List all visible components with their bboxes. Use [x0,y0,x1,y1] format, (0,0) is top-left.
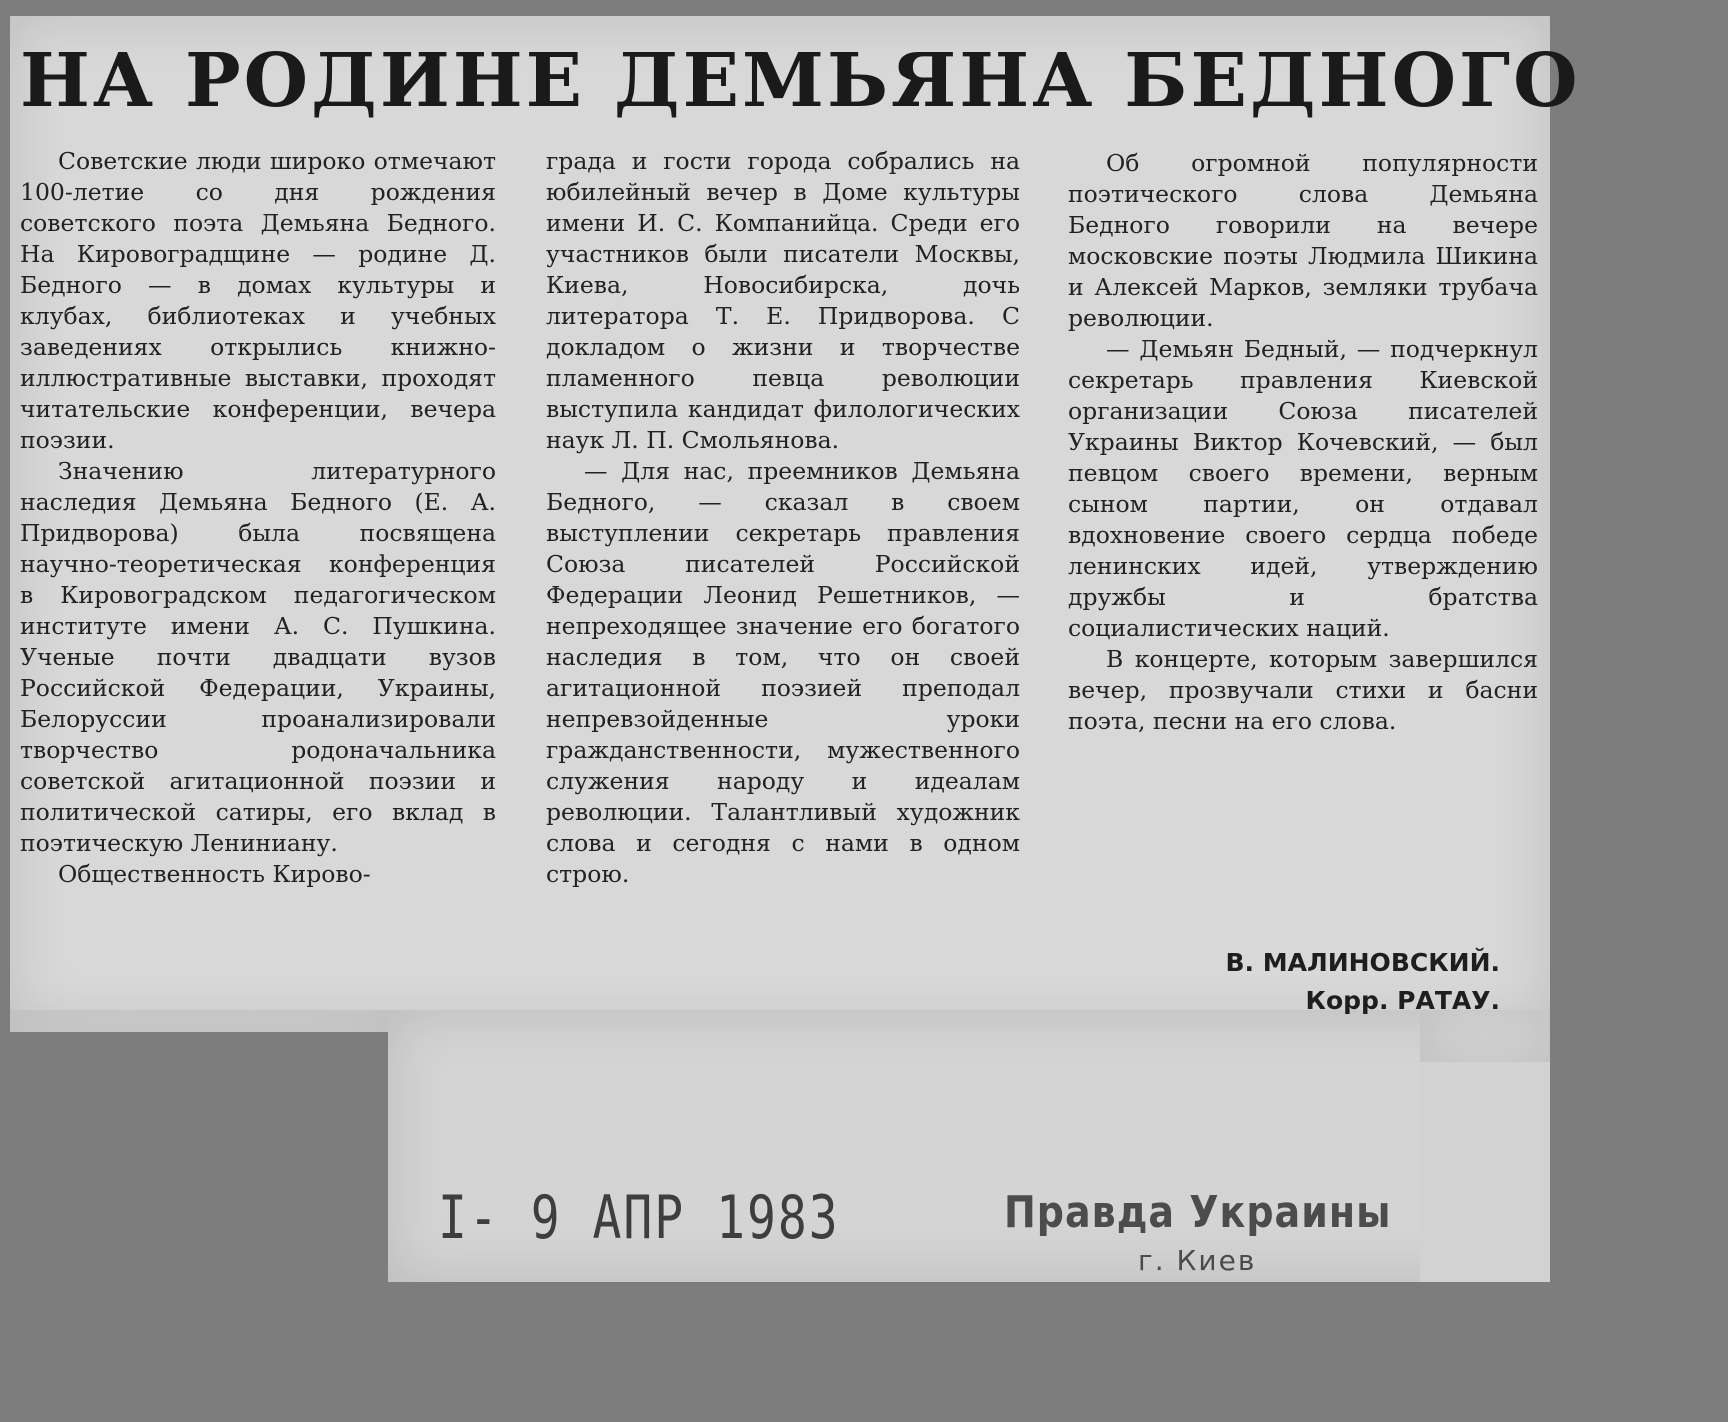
article-paragraph-start: Общественность Кирово- [58,860,371,888]
article-paragraph: Об огромной популярности поэтического слова Демьяна Бедного говорили на вечере московские поэты Людмила Шикина и Алексей Марков, земляки трубача революции. [1068,149,1538,332]
date-stamp: I- 9 АПР 1983 [438,1183,840,1253]
city-stamp: г. Киев [1138,1244,1257,1277]
article-paragraph: Советские люди широко отмечают 100-летие со дня рождения советского поэта Демьяна Бедного. На Кировоградщине — родине Д. Бедного — в домах культуры и клубах, библиотеках и учебных заведениях открылись книжно-иллюстративные выставки, проходят читательские конференции, вечера поэзии. [20,147,496,454]
article-paragraph: В концерте, которым завершился вечер, прозвучали стихи и басни поэта, песни на его слова. [1068,645,1538,735]
article-paragraph-continued: града и гости города собрались на юбилейный вечер в Доме культуры имени И. С. Компанийца. Среди его участников были писатели Москвы, Киева, Новосибирска, дочь литератора Т. Е. Придворова. С докладом о жизни и творчестве пламенного певца революции выступила кандидат филологических наук Л. П. Смольянова. [546,147,1020,454]
article-headline: НА РОДИНЕ ДЕМЬЯНА БЕДНОГО [20,38,1581,124]
clipping-paper-edge [10,1010,388,1032]
clipping-paper-corner [1420,1062,1550,1282]
clipping-paper-edge [1420,1010,1550,1062]
article-column-1 [20,146,496,890]
agency-credit: Корр. РАТАУ. [1305,986,1500,1015]
article-paragraph: — Демьян Бедный, — подчеркнул секретарь правления Киевской организации Союза писателей Украины Виктор Кочевский, — был певцом своего времени, верным сыном партии, он отдавал вдохновение своего сердца победе ленинских идей, утверждению дружбы и братства социалистических наций. [1068,335,1538,642]
article-paragraph: — Для нас, преемников Демьяна Бедного, — сказал в своем выступлении секретарь правления Союза писателей Российской Федерации Леонид Решетников, — непреходящее значение его богатого наследия в том, что он своей агитационной поэзией преподал непревзойденные уроки гражданственности, мужественного служения народу и идеалам революции. Талантливый художник слова и сегодня с нами в одном строю. [546,457,1020,888]
article-paragraph: Значению литературного наследия Демьяна Бедного (Е. А. Придворова) была посвящена научно-теоретическая конференция в Кировоградском педагогическом институте имени А. С. Пушкина. Ученые почти двадцати вузов Российской Федерации, Украины, Белоруссии проанализировали творчество родоначальника советской агитационной поэзии и политической сатиры, его вклад в поэтическую Лениниану. [20,457,496,857]
author-signature: В. МАЛИНОВСКИЙ. [1225,948,1500,977]
article-column-3 [1068,148,1538,737]
article-column-2 [546,146,1020,890]
newspaper-stamp: Правда Украины [1004,1186,1392,1238]
